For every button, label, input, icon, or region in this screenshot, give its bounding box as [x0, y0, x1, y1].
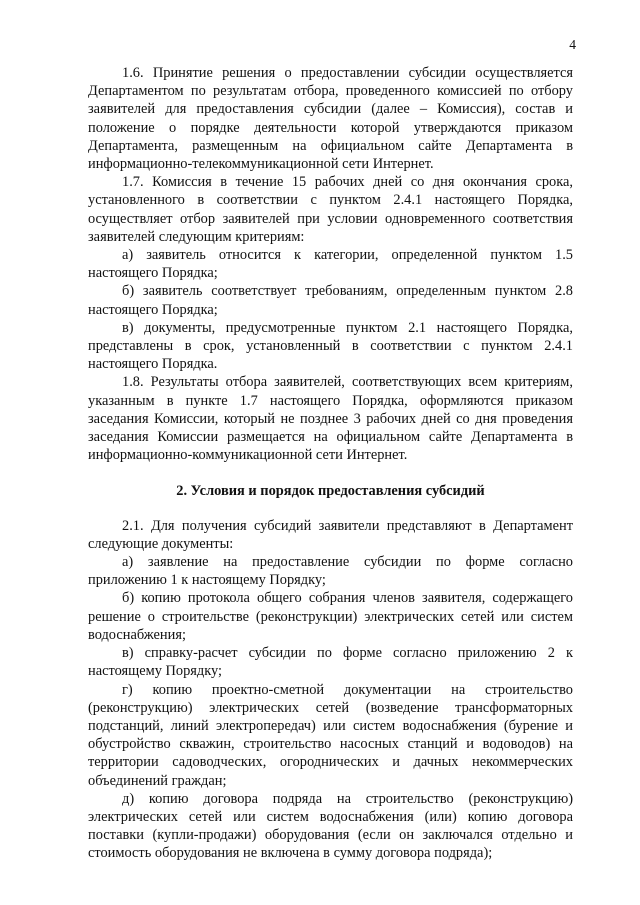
document-body [88, 64, 573, 863]
paragraph-1-6: 1.6. Принятие решения о предоставлении субсидии осуществляется Департаментом по результатам отбора, проведенного комиссией по отбору заявителей для предоставления субсидии (далее – Комиссия), состав и положение о порядке деятельности которой утверждаются приказом Департамента, размещенным на официальном сайте Департамента в информационно-телекоммуникационной сети Интернет. [88, 65, 573, 173]
paragraph-2-1-b: б) копию протокола общего собрания членов заявителя, содержащего решение о строительстве (реконструкции) электрических сетей или систем водоснабжения; [88, 590, 573, 643]
paragraph-1-7-v: в) документы, предусмотренные пунктом 2.1 настоящего Порядка, представлены в срок, установленный в соответствии с пунктом 2.4.1 настоящего Порядка. [88, 319, 573, 373]
paragraph-1-7-a: а) заявитель относится к категории, определенной пунктом 1.5 настоящего Порядка; [88, 247, 573, 282]
paragraph-2-1-d: д) копию договора подряда на строительство (реконструкцию) электрических сетей или систем водоснабжения (или) копию договора поставки (купли-продажи) оборудования (если он заключался отдельно и стоимость оборудования не включена в сумму договора подряда); [88, 790, 573, 862]
paragraph-1-7-b: б) заявитель соответствует требованиям, определенным пунктом 2.8 настоящего Порядка; [88, 283, 573, 318]
paragraph-1-8: 1.8. Результаты отбора заявителей, соответствующих всем критериям, указанным в пункте 1.7 настоящего Порядка, оформляются приказом заседания Комиссии, который не позднее 3 рабочих дней со дня проведения заседания Комиссии размещается на официальном сайте Департамента в информационно-коммуникационной сети Интернет. [88, 374, 573, 464]
paragraph-2-1-a: а) заявление на предоставление субсидии по форме согласно приложению 1 к настоящему Порядку; [88, 554, 573, 589]
page-number: 4 [569, 37, 576, 52]
section-heading: 2. Условия и порядок предоставления субсидий [176, 483, 485, 500]
paragraph-2-1: 2.1. Для получения субсидий заявители представляют в Департамент следующие документы: [88, 517, 573, 552]
paragraph-1-7: 1.7. Комиссия в течение 15 рабочих дней со дня окончания срока, установленного в соответствии с пунктом 2.4.1 настоящего Порядка, осуществляет отбор заявителей при условии одновременного соответствия заявителей следующим критериям: [88, 174, 573, 245]
paragraph-2-1-g: г) копию проектно-сметной документации на строительство (реконструкцию) электрических сетей (возведение трансформаторных подстанций, линий электропередач) или систем водоснабжения (бурение и обустройство скважин, строительство насосных станций и водоводов) на территории садоводческих, огороднических и дачных некоммерческих объединений граждан; [88, 681, 573, 789]
paragraph-2-1-v: в) справку-расчет субсидии по форме согласно приложению 2 к настоящему Порядку; [88, 645, 573, 680]
